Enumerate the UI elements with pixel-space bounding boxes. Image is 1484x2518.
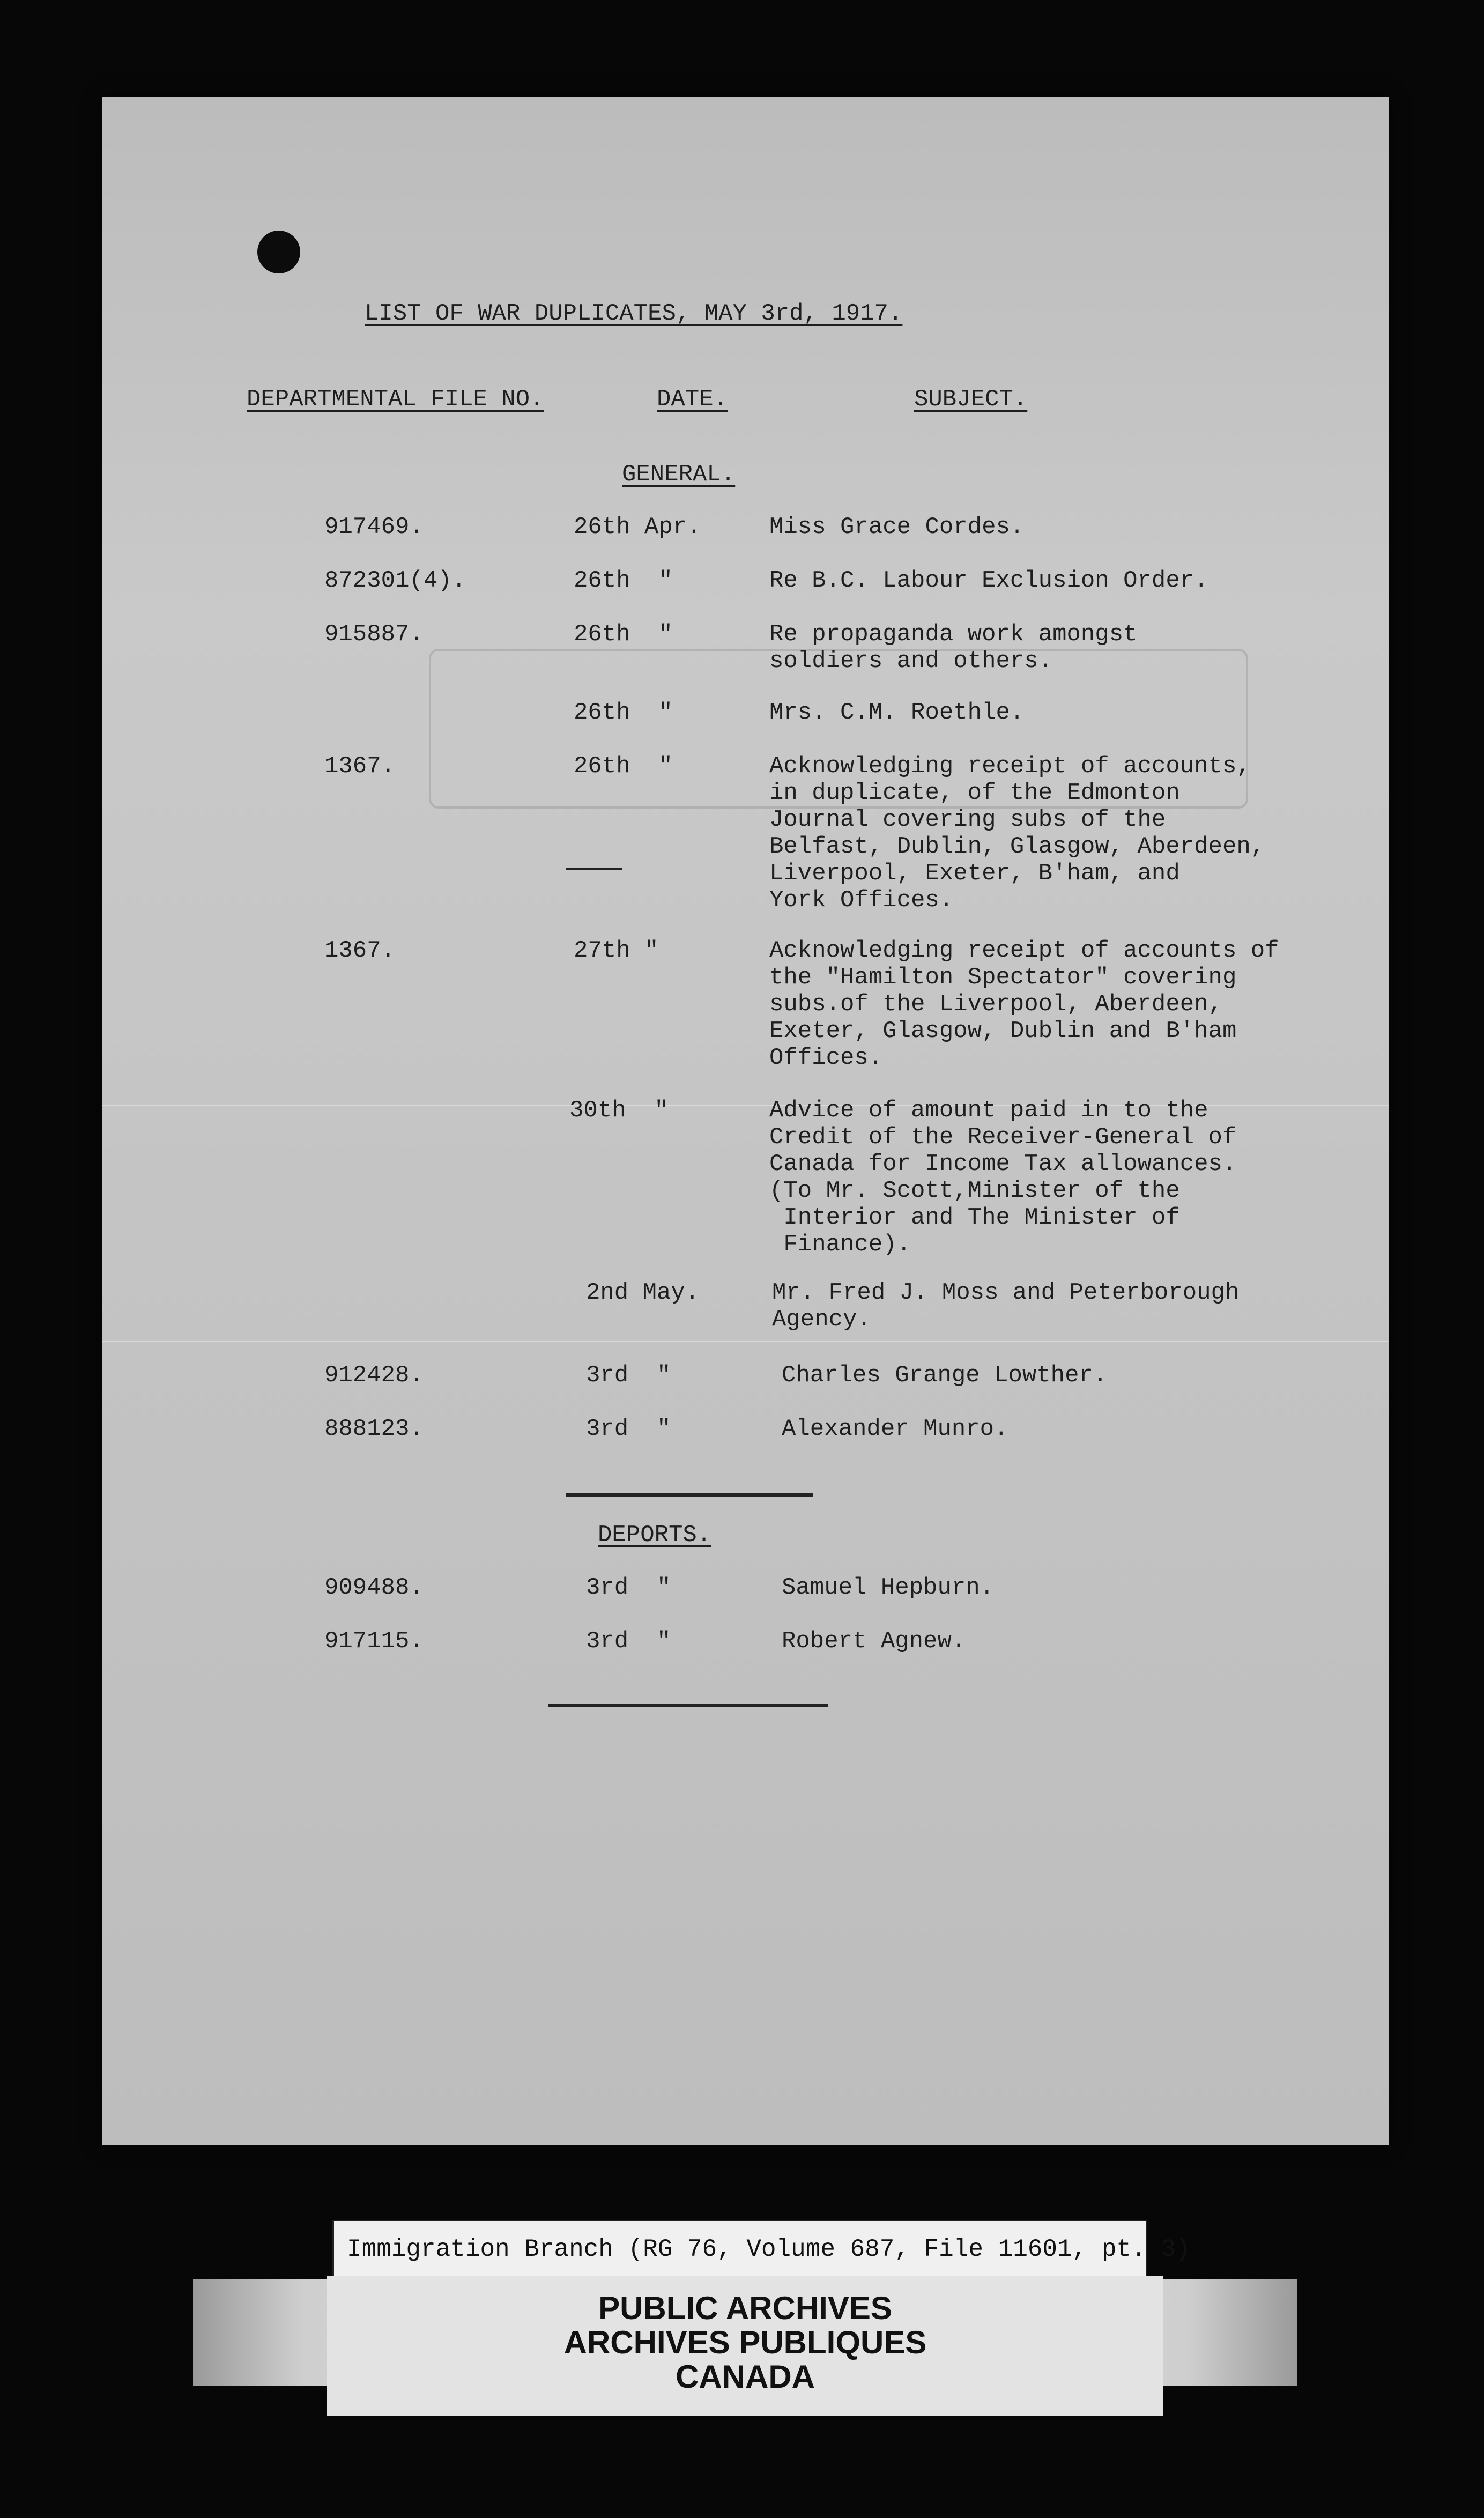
file-number: 917469. bbox=[324, 514, 424, 540]
entry-date: 3rd " bbox=[586, 1362, 671, 1389]
entry-date: 26th " bbox=[574, 699, 673, 726]
entry-date: 26th " bbox=[574, 567, 673, 594]
section-heading-deports: DEPORTS. bbox=[598, 1522, 711, 1549]
document-title: LIST OF WAR DUPLICATES, MAY 3rd, 1917. bbox=[365, 300, 903, 327]
header-file-no: DEPARTMENTAL FILE NO. bbox=[247, 386, 544, 413]
archive-stamp-line: CANADA bbox=[676, 2359, 815, 2395]
file-number: 1367. bbox=[324, 937, 396, 964]
entry-date: 27th " bbox=[574, 937, 659, 964]
entry-subject: Re B.C. Labour Exclusion Order. bbox=[769, 567, 1208, 594]
file-number: 915887. bbox=[324, 621, 424, 648]
archive-stamp bbox=[327, 2276, 1163, 2416]
entry-date: 2nd May. bbox=[586, 1279, 700, 1306]
entry-date: 3rd " bbox=[586, 1628, 671, 1655]
section-heading-general: GENERAL. bbox=[622, 461, 736, 488]
file-number: 912428. bbox=[324, 1362, 424, 1389]
file-number: 1367. bbox=[324, 753, 396, 780]
entry-date: 3rd " bbox=[586, 1574, 671, 1601]
entry-date: 26th " bbox=[574, 621, 673, 648]
end-divider bbox=[548, 1704, 828, 1707]
entry-subject: Acknowledging receipt of accounts of the "Hamilton Spectator" covering subs.of the Liverpool, Aberdeen, Exeter, Glasgow, Dublin and B'ham Offices. bbox=[769, 937, 1279, 1071]
entry-date: 3rd " bbox=[586, 1416, 671, 1442]
file-number: 872301(4). bbox=[324, 567, 466, 594]
entry-subject: Alexander Munro. bbox=[782, 1416, 1008, 1442]
file-number: 917115. bbox=[324, 1628, 424, 1655]
paper-fold bbox=[102, 1341, 1389, 1342]
entry-subject: Mr. Fred J. Moss and Peterborough Agency. bbox=[772, 1279, 1240, 1333]
entry-subject: Acknowledging receipt of accounts, in duplicate, of the Edmonton Journal covering subs of the Belfast, Dublin, Glasgow, Aberdeen, Liverpool, Exeter, B'ham, and York Offices. bbox=[769, 753, 1265, 914]
entry-subject: Mrs. C.M. Roethle. bbox=[769, 699, 1025, 726]
entry-subject: Miss Grace Cordes. bbox=[769, 514, 1025, 540]
margin-dash bbox=[566, 868, 622, 870]
header-date: DATE. bbox=[657, 386, 728, 413]
entry-subject: Re propaganda work amongst soldiers and others. bbox=[769, 621, 1138, 675]
section-divider bbox=[566, 1493, 813, 1497]
entry-date: 30th " bbox=[569, 1097, 669, 1124]
entry-subject: Advice of amount paid in to the Credit of the Receiver-General of Canada for Income Tax allowances. (To Mr. Scott,Minister of the Interior and The Minister of Finance). bbox=[769, 1097, 1237, 1258]
archive-stamp-line: PUBLIC ARCHIVES bbox=[598, 2290, 892, 2326]
entry-subject: Robert Agnew. bbox=[782, 1628, 966, 1655]
header-subject: SUBJECT. bbox=[914, 386, 1028, 413]
entry-subject: Charles Grange Lowther. bbox=[782, 1362, 1108, 1389]
archive-reference-label: Immigration Branch (RG 76, Volume 687, File 11601, pt. 3) bbox=[332, 2220, 1147, 2279]
file-number: 909488. bbox=[324, 1574, 424, 1601]
archive-stamp-line: ARCHIVES PUBLIQUES bbox=[563, 2324, 927, 2360]
entry-date: 26th Apr. bbox=[574, 514, 701, 540]
entry-subject: Samuel Hepburn. bbox=[782, 1574, 995, 1601]
entry-date: 26th " bbox=[574, 753, 673, 780]
file-number: 888123. bbox=[324, 1416, 424, 1442]
punch-hole bbox=[257, 231, 300, 273]
